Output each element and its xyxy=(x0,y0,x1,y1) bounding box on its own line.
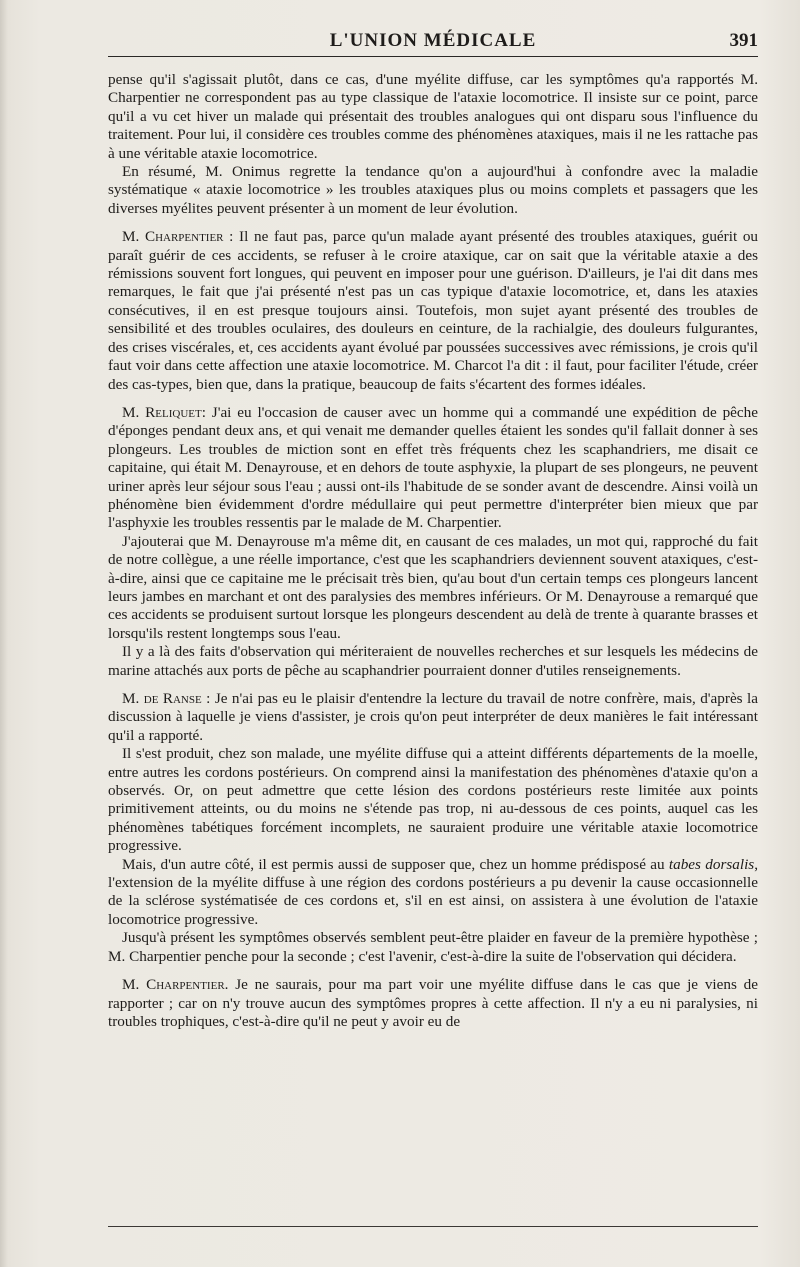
speaker-name: M. Reliquet xyxy=(122,403,202,421)
italic-term: tabes dorsalis xyxy=(668,855,755,873)
body-text xyxy=(108,71,758,1031)
paragraph-text: : J'ai eu l'occasion de causer avec un homme qui a commandé une expédition de pêche d'éponges pendant deux ans, et qui venait me demander quelles étaient les sondes qu'il fallait donner à ses plongeurs. Les troubles de miction sont en effet très fréquents chez les scaphandriers, me disait ce capitaine, qui était M. Denayrouse, et en dehors de toute asphyxie, la plupart de ses plongeurs, ne peuvent uriner après leur séjour sous l'eau ; aussi ont-ils l'habitude de se sonder avant de descendre. Ainsi voilà un phénomène bien évidemment d'ordre médullaire qui peut permettre d'interpréter bien mieux que par l'asphyxie les troubles ressentis par le malade de M. Charpentier. xyxy=(108,403,758,532)
paragraph-text: Je ne saurais, pour ma part voir une myélite diffuse dans le cas que je viens de rapporter ; car on n'y trouve aucun des symptômes propres à cette affection. Il n'y a eu ni paralysies, ni troubles trophiques, c'est-à-dire qu'il ne peut y avoir eu de xyxy=(108,976,758,1030)
running-title: L'UNION MÉDICALE xyxy=(329,30,537,51)
page-header xyxy=(108,30,758,57)
paragraph xyxy=(108,533,758,643)
paragraph-text: , l'extension de la myélite diffuse à une région des cordons postérieurs a pu devenir la cause occasionnelle de la sclérose systématisée de ces cordons et, s'il en est ainsi, on assistera à une évolution de l'ataxie locomotrice progressive. xyxy=(108,855,758,928)
paragraph-text: : Il ne faut pas, parce qu'un malade ayant présenté des troubles ataxiques, guérit ou paraît guérir de ces accidents, se refuser à le croire ataxique, car on sait que la véritable ataxie a des rémissions souvent fort longues, qui peuvent en imposer pour une guérison. D'ailleurs, je l'ai dit dans mes remarques, le fait que j'ai présenté n'est pas un cas typique d'ataxie locomotrice, et, dans les ataxies consécutives, il en est presque toujours ainsi. Toutefois, mon sujet ayant présenté des troubles de sensibilité et des troubles oculaires, des douleurs en ceinture, de la rachialgie, des douleurs fulgurantes, des crises viscérales, et, ces accidents ayant évolué par poussées successives avec rémissions, je crois qu'il faut voir dans cette affection une ataxie locomotrice. M. Charcot l'a dit : il faut, pour faciliter l'étude, créer des cas-types, bien que, dans la pratique, beaucoup de faits s'écartent des formes idéales. xyxy=(108,228,759,393)
page-number: 391 xyxy=(729,30,758,51)
paragraph xyxy=(108,643,758,680)
speaker-name: M. Charpentier xyxy=(122,228,224,246)
paragraph xyxy=(108,976,758,1031)
paragraph xyxy=(108,856,758,930)
paragraph-text: Mais, d'un autre côté, il est permis aussi de supposer que, chez un homme prédisposé au xyxy=(122,855,669,873)
paragraph-text: En résumé, M. Onimus regrette la tendance qu'on a aujourd'hui à confondre avec la maladie systématique « ataxie locomotrice » les troubles ataxiques plus ou moins complets et passagers que les diverses myélites peuvent présenter à un moment de leur évolution. xyxy=(108,163,758,217)
paragraph xyxy=(108,745,758,855)
paragraph-text: Il s'est produit, chez son malade, une myélite diffuse qui a atteint différents départements de la moelle, entre autres les cordons postérieurs. On comprend ainsi la manifestation des phénomènes d'ataxie qu'on a observés. Or, on peut admettre que cette lésion des cordons postérieurs reste limitée aux points primitivement atteints, ou du moins ne s'étende pas trop, ni au-dessous de ces points, auquel cas les phénomènes tabétiques forcément incomplets, ne sauraient produire une véritable ataxie locomotrice progressive. xyxy=(108,745,758,855)
paragraph xyxy=(108,71,758,163)
paragraph xyxy=(108,929,758,966)
footer-rule xyxy=(108,1226,758,1227)
speaker-name: M. de Ranse xyxy=(122,690,202,707)
paragraph-text: : Je n'ai pas eu le plaisir d'entendre la lecture du travail de notre confrère, mais, d'après la discussion à laquelle je viens d'assister, je crois qu'on peut interpréter de deux manières le fait intéressant qu'il a rapporté. xyxy=(108,690,758,744)
paragraph-text: pense qu'il s'agissait plutôt, dans ce cas, d'une myélite diffuse, car les symptômes qu'a rapportés M. Charpentier ne correspondent pas au type classique de l'ataxie locomotrice. Il insiste sur ce point, parce qu'il a vu cet hiver un malade qui présentait des troubles analogues qui ont disparu sous l'influence du traitement. Pour lui, il considère ces troubles comme des phénomènes ataxiques, mais il ne les rattache pas à une véritable ataxie locomotrice. xyxy=(108,71,758,162)
paragraph-text: Il y a là des faits d'observation qui mériteraient de nouvelles recherches et sur lesquels les médecins de marine attachés aux ports de pêche au scaphandrier pourraient donner d'utiles renseignements. xyxy=(108,643,758,679)
paragraph xyxy=(108,228,758,394)
paragraph xyxy=(108,163,758,218)
paragraph xyxy=(108,404,758,533)
paragraph xyxy=(108,690,758,745)
speaker-name: M. Charpentier. xyxy=(122,976,229,994)
paragraph-text: J'ajouterai que M. Denayrouse m'a même dit, en causant de ces malades, un mot qui, rapproché du fait de notre collègue, a une réelle importance, c'est que les scaphandriers deviennent souvent ataxiques, c'est-à-dire, ainsi que ce capitaine me le précisait très bien, qu'au bout d'un certain temps ces plongeurs lancent leurs jambes en marchant et ont des paralysies des membres inférieurs. Or M. Denayrouse a remarqué que ces accidents se produisent surtout lorsque les plongeurs descendent au delà de trente à quarante brasses et lorsqu'ils restent longtemps sous l'eau. xyxy=(108,532,758,642)
paragraph-text: Jusqu'à présent les symptômes observés semblent peut-être plaider en faveur de la première hypothèse ; M. Charpentier penche pour la seconde ; c'est l'avenir, c'est-à-dire la suite de l'observation qui décidera. xyxy=(108,929,758,965)
